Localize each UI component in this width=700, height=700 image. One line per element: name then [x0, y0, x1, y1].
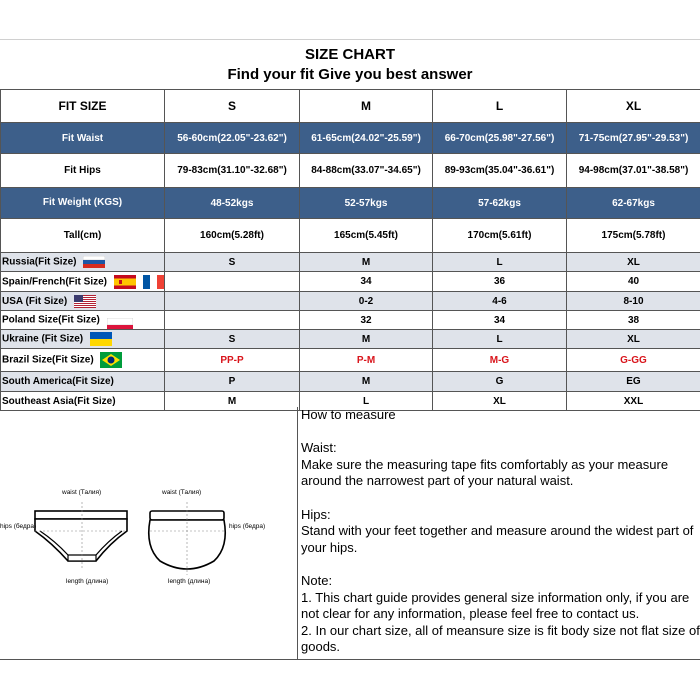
table-cell: 36: [433, 272, 567, 292]
waist-title: Waist:: [301, 440, 337, 456]
size-chart-table: [0, 89, 700, 411]
row-label-brazil: [1, 349, 165, 372]
row-label-poland: [1, 311, 165, 330]
table-cell: 4-6: [433, 292, 567, 311]
row-label-fit-hips: Fit Hips: [1, 154, 165, 188]
table-cell: 170cm(5.61ft): [433, 219, 567, 253]
back-waist-label: waist (Талия): [162, 489, 202, 496]
bottom-divider: [0, 659, 700, 660]
table-row: [1, 123, 700, 154]
table-cell: P-M: [300, 349, 433, 372]
row-label-text: USA (Fit Size): [2, 295, 68, 307]
table-cell: 61-65cm(24.02"-25.59"): [300, 123, 433, 154]
table-cell: M: [165, 392, 300, 411]
table-row: [1, 372, 700, 392]
table-cell: [165, 311, 300, 330]
table-cell: L: [300, 392, 433, 411]
table-row: [1, 330, 700, 349]
note-item-2: 2. In our chart size, all of meansure size is fit body size not flat size of goods.: [301, 622, 700, 655]
poland-flag-icon: [107, 318, 133, 330]
waist-instructions: Make sure the measuring tape fits comfortably as your measure around the narrowest part of your natural waist.: [301, 456, 669, 489]
spacer: [298, 490, 700, 507]
spacer: [298, 556, 700, 573]
table-row: [1, 311, 700, 330]
row-label-ukraine: [1, 330, 165, 349]
row-label-text: Poland Size(Fit Size): [2, 314, 100, 326]
table-cell: M-G: [433, 349, 567, 372]
header-cell-xl: XL: [567, 90, 700, 123]
back-hips-label: hips (бедра): [229, 523, 266, 530]
row-label-text: Russia(Fit Size): [2, 256, 77, 268]
header-cell-l: L: [433, 90, 567, 123]
table-row: [1, 349, 700, 372]
table-cell: 66-70cm(25.98"-27.56"): [433, 123, 567, 154]
table-cell: G-GG: [567, 349, 700, 372]
row-label-usa: [1, 292, 165, 311]
table-cell: [165, 272, 300, 292]
back-briefs-drawing: [149, 502, 226, 575]
france-flag-icon: [143, 275, 164, 289]
table-row: [1, 154, 700, 188]
table-row: [1, 188, 700, 219]
spain-flag-icon: [114, 275, 136, 289]
ukraine-flag-icon: [90, 332, 112, 346]
table-cell: 160cm(5.28ft): [165, 219, 300, 253]
row-label-tall: Tall(cm): [1, 219, 165, 253]
briefs-diagram: [0, 407, 297, 659]
top-divider: [0, 39, 700, 40]
front-hips-label: hips (бедра): [0, 523, 37, 530]
usa-flag-icon: [74, 295, 96, 308]
table-cell: [165, 292, 300, 311]
table-cell: 71-75cm(27.95"-29.53"): [567, 123, 700, 154]
table-cell: XL: [567, 330, 700, 349]
front-briefs-drawing: [35, 502, 127, 569]
table-cell: XXL: [567, 392, 700, 411]
table-cell: S: [165, 253, 300, 272]
table-cell: 48-52kgs: [165, 188, 300, 219]
header-cell-s: S: [165, 90, 300, 123]
hips-title: Hips:: [301, 506, 331, 522]
table-cell: 34: [300, 272, 433, 292]
measurement-diagram-panel: [0, 407, 298, 659]
table-cell: XL: [433, 392, 567, 411]
how-to-measure-panel: [298, 407, 700, 659]
row-label-south-america: South America(Fit Size): [1, 372, 165, 392]
table-row: [1, 219, 700, 253]
row-label-fit-weight: Fit Weight (KGS): [1, 188, 165, 219]
table-cell: EG: [567, 372, 700, 392]
table-cell: 32: [300, 311, 433, 330]
table-row: [1, 253, 700, 272]
table-cell: L: [433, 330, 567, 349]
table-cell: 57-62kgs: [433, 188, 567, 219]
row-label-text: Ukraine (Fit Size): [2, 333, 84, 345]
table-cell: 40: [567, 272, 700, 292]
table-cell: 34: [433, 311, 567, 330]
spacer: [298, 424, 700, 441]
table-cell: G: [433, 372, 567, 392]
table-cell: 175cm(5.78ft): [567, 219, 700, 253]
table-row: [1, 292, 700, 311]
table-cell: XL: [567, 253, 700, 272]
hips-instructions: Stand with your feet together and measure around the widest part of your hips.: [301, 523, 694, 555]
table-cell: 52-57kgs: [300, 188, 433, 219]
row-label-southeast-asia: Southeast Asia(Fit Size): [1, 392, 165, 411]
row-label-text: Spain/French(Fit Size): [2, 276, 108, 288]
table-cell: 62-67kgs: [567, 188, 700, 219]
header-cell-fit-size: FIT SIZE: [1, 90, 165, 123]
front-length-label: length (длина): [66, 578, 109, 585]
row-label-fit-waist: Fit Waist: [1, 123, 165, 154]
back-length-label: length (длина): [168, 578, 211, 585]
table-cell: PP-P: [165, 349, 300, 372]
note-title: Note:: [301, 572, 333, 588]
header-cell-m: M: [300, 90, 433, 123]
brazil-flag-icon: [100, 352, 122, 368]
table-cell: 89-93cm(35.04"-36.61"): [433, 154, 567, 188]
table-header-row: [1, 90, 700, 123]
table-cell: 84-88cm(33.07"-34.65"): [300, 154, 433, 188]
table-cell: 79-83cm(31.10"-32.68"): [165, 154, 300, 188]
row-label-russia: [1, 253, 165, 272]
table-cell: P: [165, 372, 300, 392]
table-cell: 56-60cm(22.05"-23.62"): [165, 123, 300, 154]
russia-flag-icon: [83, 256, 105, 268]
table-row: [1, 272, 700, 292]
table-cell: 94-98cm(37.01"-38.58"): [567, 154, 700, 188]
table-cell: M: [300, 330, 433, 349]
row-label-spain-french: [1, 272, 165, 292]
table-cell: 165cm(5.45ft): [300, 219, 433, 253]
note-item-1: 1. This chart guide provides general size information only, if you are not clear for any information, please feel free to contact us.: [301, 589, 690, 622]
row-label-text: Brazil Size(Fit Size): [2, 354, 94, 366]
table-cell: M: [300, 372, 433, 392]
table-cell: 0-2: [300, 292, 433, 311]
table-cell: L: [433, 253, 567, 272]
how-to-measure-heading: How to measure: [301, 407, 396, 422]
bottom-section: [0, 407, 700, 659]
table-cell: M: [300, 253, 433, 272]
page-title: SIZE CHART: [305, 46, 395, 63]
table-cell: 8-10: [567, 292, 700, 311]
table-cell: S: [165, 330, 300, 349]
table-cell: 38: [567, 311, 700, 330]
front-waist-label: waist (Талия): [62, 489, 102, 496]
page-subtitle: Find your fit Give you best answer: [227, 66, 473, 83]
